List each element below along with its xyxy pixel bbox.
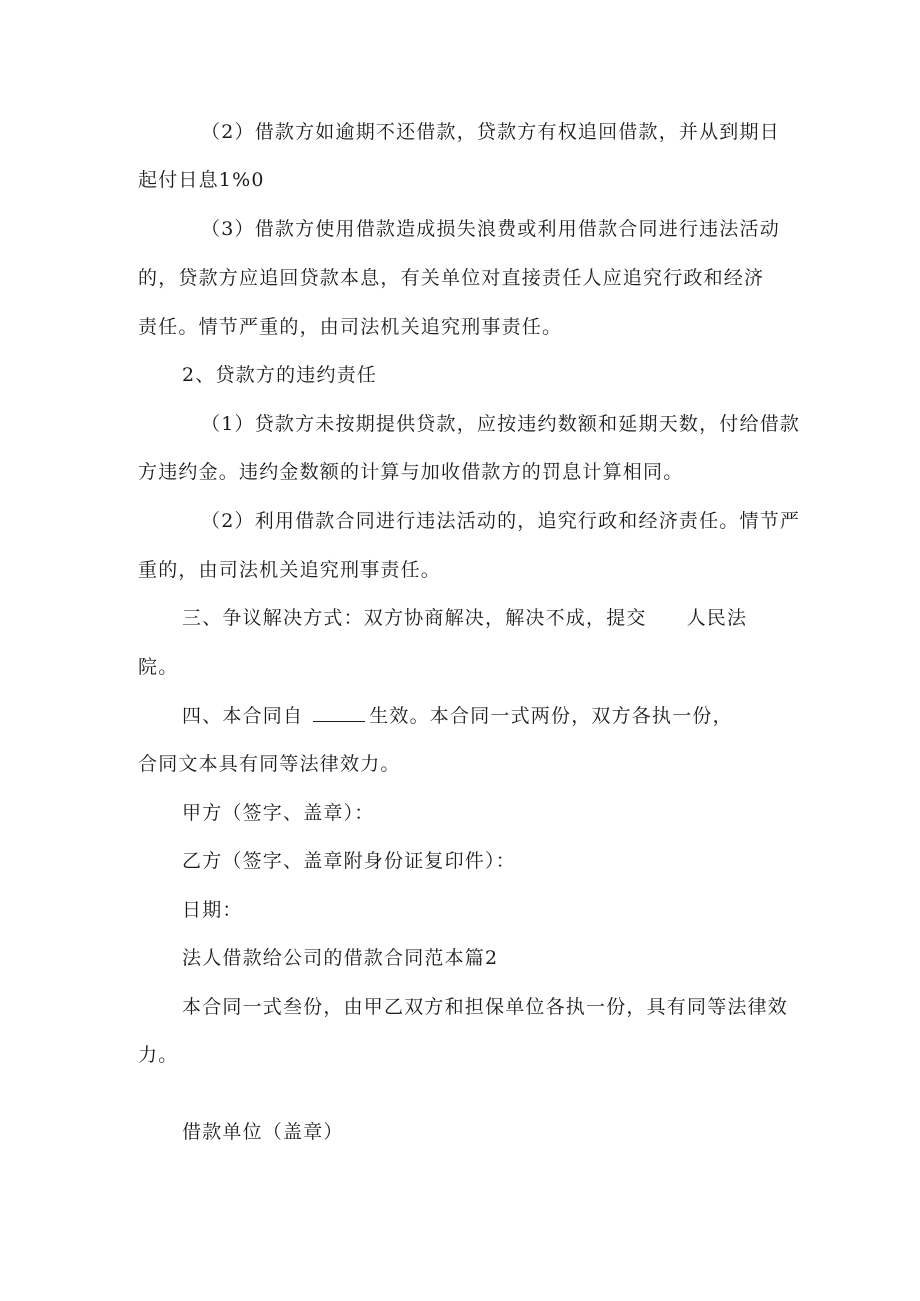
- section-heading: 2、贷款方的违约责任: [182, 364, 378, 386]
- effective-text: 四、本合同自: [182, 705, 304, 727]
- section-title: 法人借款给公司的借款合同范本篇2: [182, 947, 499, 969]
- paragraph-line: 院。: [138, 656, 179, 678]
- paragraph-line: 重的，由司法机关追究刑事责任。: [138, 559, 442, 581]
- paragraph-line: （1）贷款方未按期提供贷款，应按违约数额和延期天数，付给借款: [201, 413, 801, 435]
- paragraph-line: 的，贷款方应追回贷款本息，有关单位对直接责任人应追究行政和经济: [138, 267, 765, 289]
- dispute-text: 三、争议解决方式：双方协商解决，解决不成，提交: [182, 607, 647, 629]
- paragraph-line: （3）借款方使用借款造成损失浪费或利用借款合同进行违法活动: [201, 218, 780, 240]
- paragraph-line: 力。: [138, 1044, 179, 1066]
- paragraph-line: 责任。情节严重的，由司法机关追究刑事责任。: [138, 316, 563, 338]
- borrower-unit-label: 借款单位（盖章）: [182, 1121, 344, 1143]
- paragraph-line: （2）利用借款合同进行违法活动的，追究行政和经济责任。情节严: [201, 510, 801, 532]
- date-label: 日期：: [182, 899, 243, 921]
- paragraph-line: [182, 704, 733, 728]
- paragraph-line: （2）借款方如逾期不还借款，贷款方有权追回借款，并从到期日: [201, 121, 780, 143]
- paragraph-line: 合同文本具有同等法律效力。: [138, 753, 401, 775]
- effective-text-2: 生效。本合同一式两份，双方各执一份，: [369, 705, 733, 727]
- paragraph-line: 本合同一式叁份，由甲乙双方和担保单位各执一份，具有同等法律效: [182, 996, 789, 1018]
- court-text: 人民法: [686, 607, 748, 629]
- party-a-signature: 甲方（签字、盖章）：: [182, 802, 375, 824]
- paragraph-line: [182, 606, 747, 630]
- paragraph-line: 方违约金。违约金数额的计算与加收借款方的罚息计算相同。: [138, 461, 684, 483]
- paragraph-line: 起付日息1%0: [138, 169, 265, 191]
- party-b-signature: 乙方（签字、盖章附身份证复印件）：: [182, 850, 516, 872]
- effective-date-blank: [313, 705, 365, 722]
